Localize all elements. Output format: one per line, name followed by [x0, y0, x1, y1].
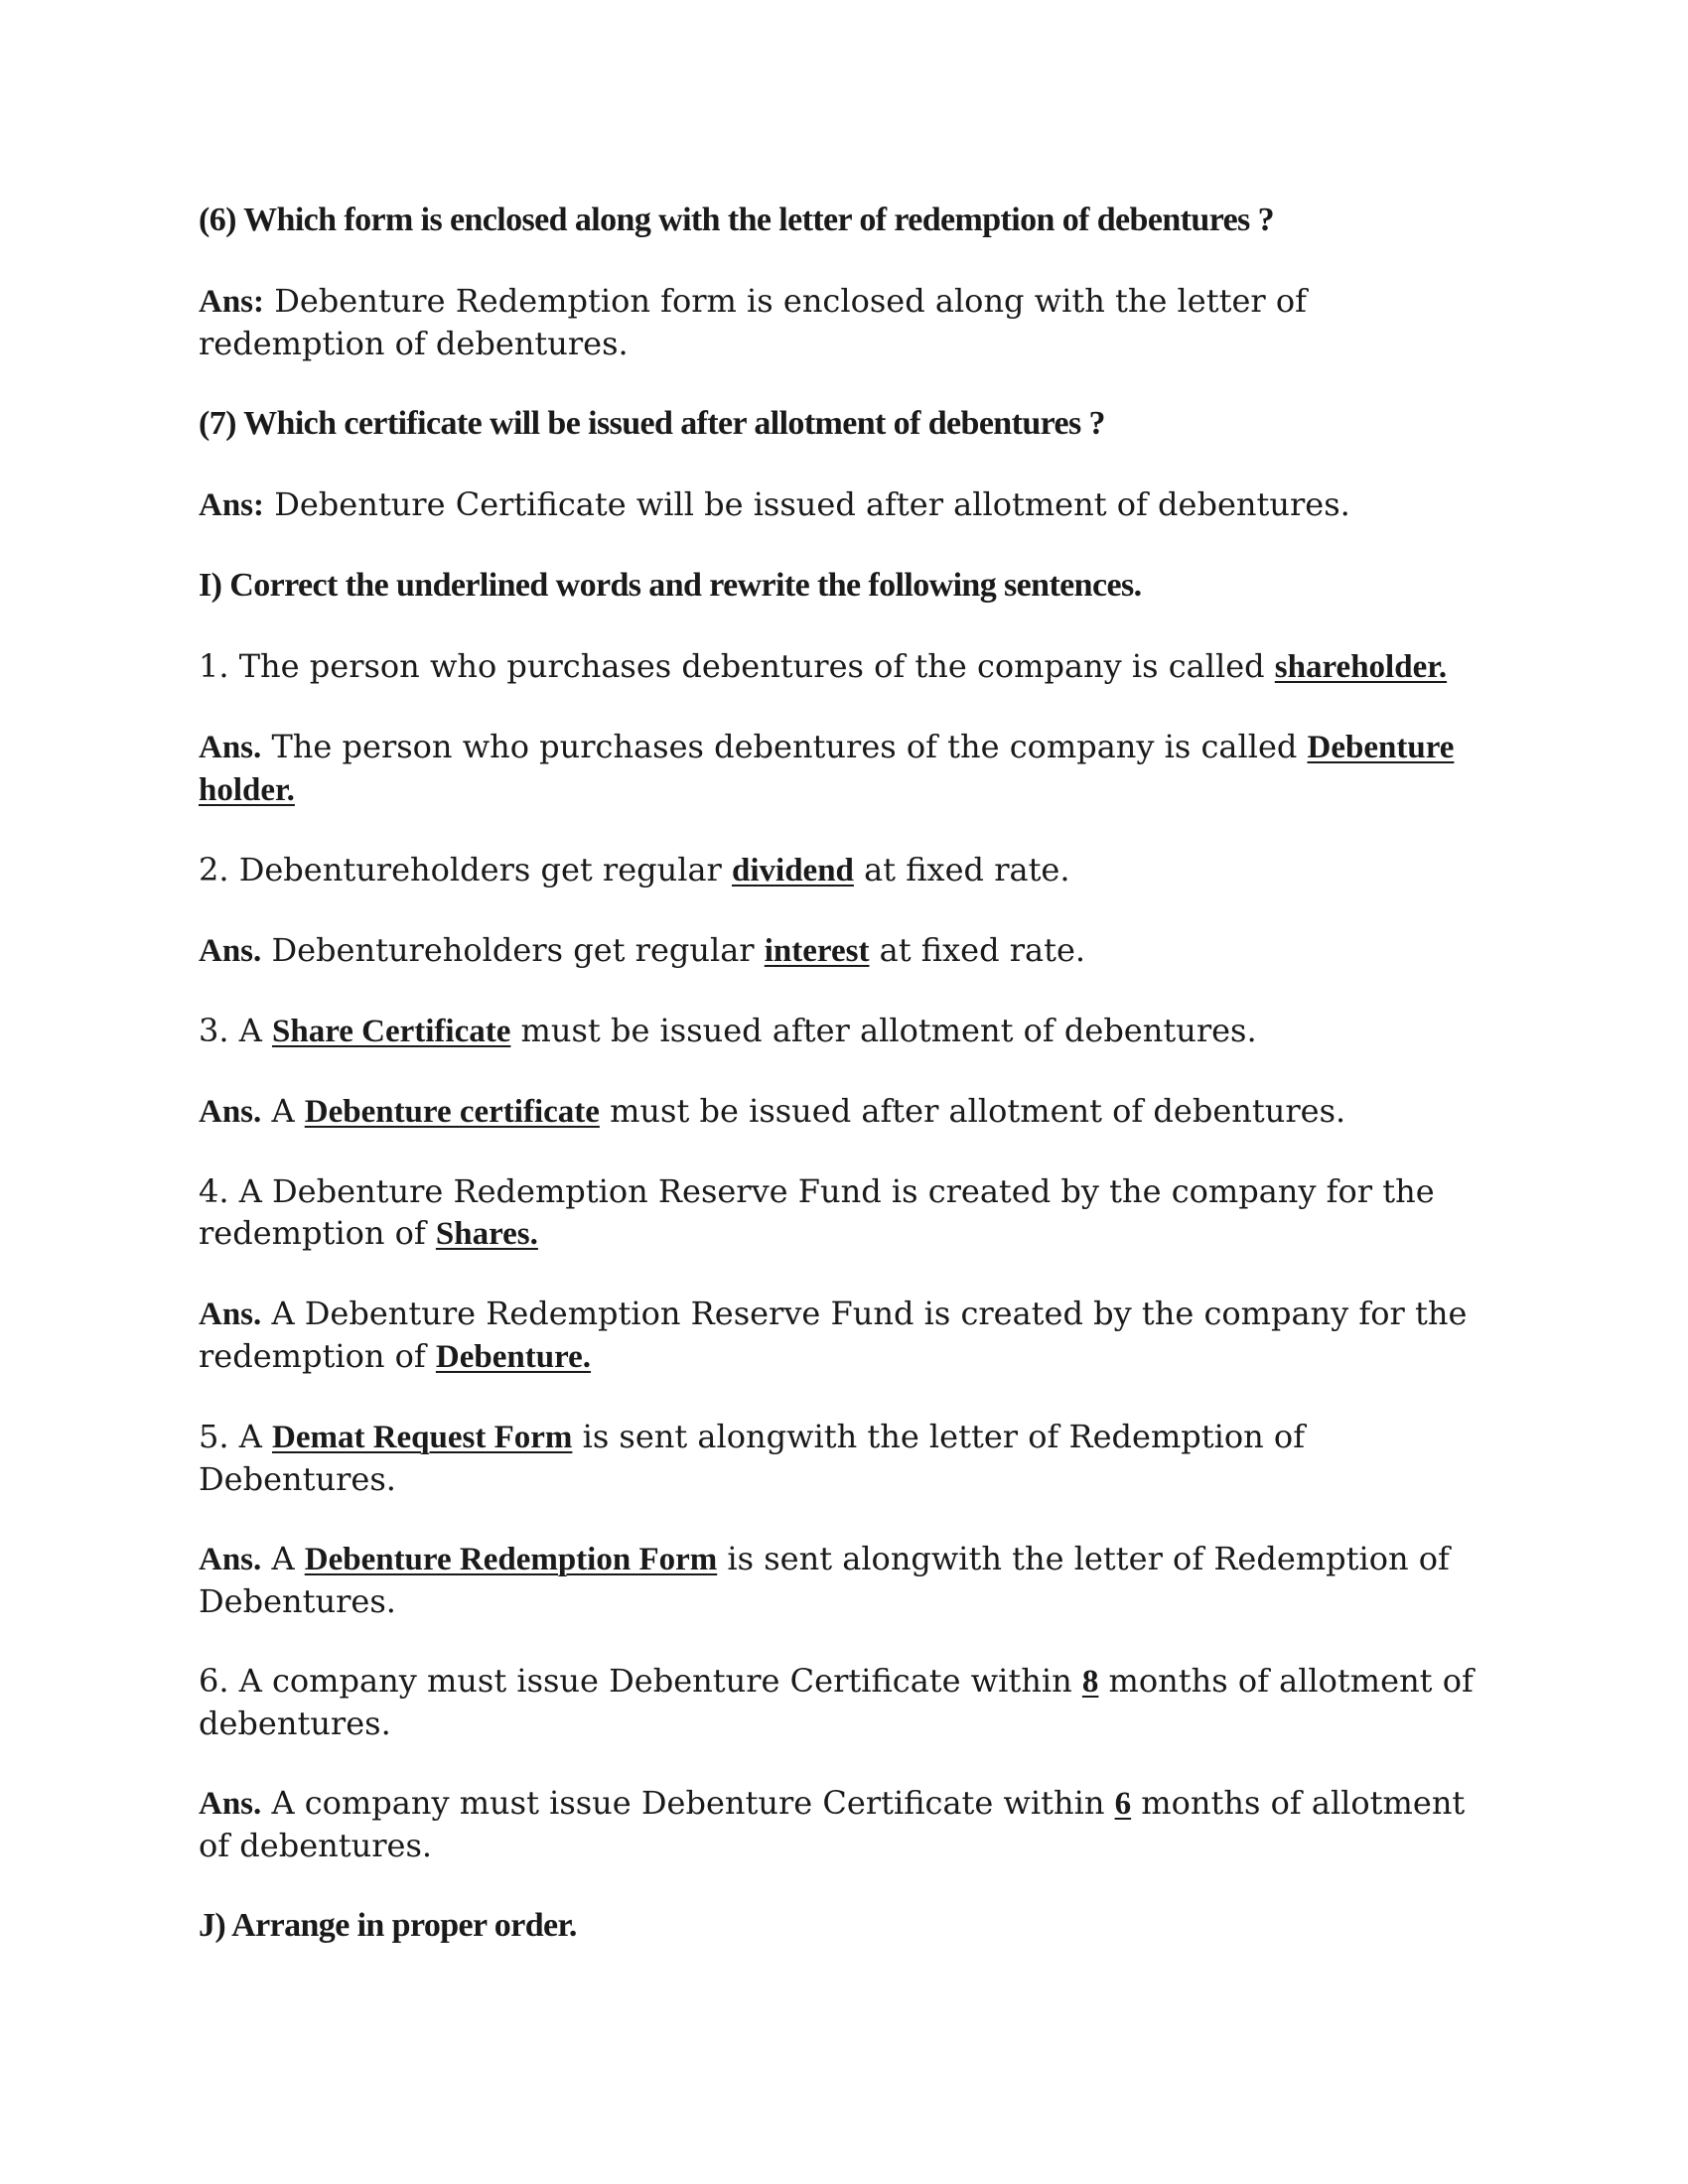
answer-text: Debenture Certificate will be issued after allotment of debentures.	[274, 485, 1350, 523]
underlined-word: Debenture holder.	[199, 730, 1455, 808]
sentence-item	[199, 849, 1489, 891]
answer-label: Ans.	[199, 1786, 262, 1822]
answer-text: must be issued after allotment of debentures.	[599, 1092, 1346, 1130]
answer-paragraph	[199, 1090, 1489, 1133]
answer-text: is sent alongwith the letter of Redemption of Debentures.	[199, 1540, 1450, 1620]
sentence-item	[199, 1170, 1489, 1255]
answer-paragraph	[199, 280, 1489, 364]
underlined-word: Shares.	[435, 1216, 538, 1252]
answer-text: A Debenture Redemption Reserve Fund is created by the company for the redemption of	[199, 1295, 1468, 1375]
answer-paragraph	[199, 1782, 1489, 1866]
answer-text: A	[271, 1092, 305, 1130]
answer-paragraph	[199, 726, 1489, 811]
question-heading: (6) Which form is enclosed along with the letter of redemption of debentures ?	[199, 202, 1274, 238]
sentence-text: 6. A company must issue Debenture Certificate within	[199, 1662, 1082, 1700]
sentence-text: 4. A Debenture Redemption Reserve Fund is created by the company for the redemption of	[199, 1172, 1435, 1252]
sentence-item	[199, 1660, 1489, 1744]
answer-paragraph	[199, 1293, 1489, 1378]
sentence-item	[199, 1010, 1489, 1052]
document-page	[199, 199, 1489, 1985]
sentence-text: 2. Debentureholders get regular	[199, 851, 733, 888]
underlined-word: 8	[1081, 1664, 1099, 1700]
answer-paragraph	[199, 483, 1489, 526]
answer-label: Ans.	[199, 933, 262, 969]
underlined-word: 6	[1114, 1786, 1132, 1822]
sentence-text: 1. The person who purchases debentures of the company is called	[199, 647, 1275, 685]
sentence-text: at fixed rate.	[853, 851, 1070, 888]
answer-label: Ans:	[199, 487, 265, 523]
underlined-word: dividend	[732, 853, 854, 888]
answer-text: months of allotment of debentures.	[199, 1784, 1466, 1864]
underlined-word: interest	[764, 933, 870, 969]
underlined-word: Debenture.	[435, 1339, 592, 1375]
sentence-text: 5. A	[199, 1418, 272, 1455]
answer-text: A	[271, 1540, 305, 1577]
answer-label: Ans.	[199, 1297, 262, 1332]
answer-paragraph	[199, 1538, 1489, 1622]
underlined-word: Debenture Redemption Form	[304, 1542, 718, 1577]
sentence-text: is sent alongwith the letter of Redemption of Debentures.	[199, 1418, 1306, 1498]
sentence-item	[199, 1416, 1489, 1500]
sentence-text: months of allotment of debentures.	[199, 1662, 1474, 1742]
answer-text: Debenture Redemption form is enclosed along with the letter of redemption of debentures.	[199, 282, 1307, 362]
underlined-word: Debenture certificate	[304, 1094, 600, 1130]
answer-label: Ans:	[199, 284, 265, 320]
answer-text: Debentureholders get regular	[271, 931, 765, 969]
section-heading: I) Correct the underlined words and rewrite the following sentences.	[199, 567, 1142, 604]
underlined-word: Demat Request Form	[271, 1420, 573, 1455]
answer-paragraph	[199, 929, 1489, 972]
answer-text: The person who purchases debentures of the company is called	[271, 728, 1308, 765]
answer-text: at fixed rate.	[869, 931, 1086, 969]
question-heading: (7) Which certificate will be issued after allotment of debentures ?	[199, 405, 1105, 442]
answer-text: A company must issue Debenture Certificate within	[271, 1784, 1115, 1822]
underlined-word: Share Certificate	[271, 1014, 511, 1049]
answer-label: Ans.	[199, 730, 262, 765]
sentence-item	[199, 645, 1489, 688]
sentence-text: 3. A	[199, 1012, 272, 1049]
answer-label: Ans.	[199, 1094, 262, 1130]
underlined-word: shareholder.	[1274, 649, 1448, 685]
answer-label: Ans.	[199, 1542, 262, 1577]
section-heading: J) Arrange in proper order.	[199, 1907, 577, 1944]
sentence-text: must be issued after allotment of debentures.	[510, 1012, 1257, 1049]
